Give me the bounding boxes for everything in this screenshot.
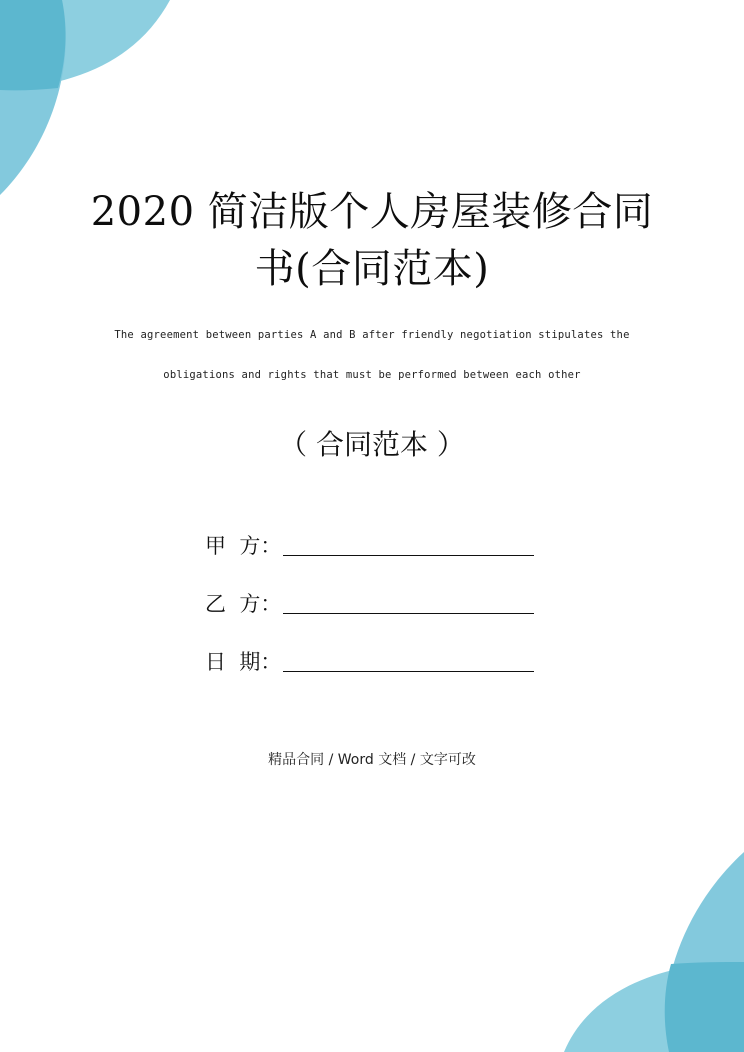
bottom-right-decoration [559, 852, 744, 1052]
party-a-blank-line[interactable] [283, 535, 534, 556]
english-subtitle-line-1: The agreement between parties A and B after friendly negotiation stipulates the [114, 329, 630, 341]
english-subtitle-line-2: obligations and rights that must be performed between each other [163, 369, 581, 381]
party-b-blank-line[interactable] [283, 593, 534, 614]
contract-template-label: （ 合同范本 ） [279, 428, 465, 461]
bottom-right-arc-large [564, 962, 744, 1052]
date-label: 日 期： [205, 650, 282, 674]
date-field [205, 649, 534, 675]
document-title-line-2: 书(合同范本) [254, 246, 490, 292]
top-left-arc-overlap [0, 0, 65, 90]
top-left-arc-side [0, 0, 66, 195]
bottom-right-arc-side [666, 852, 744, 1052]
bottom-right-arc-overlap [665, 962, 744, 1052]
top-left-decoration [0, 0, 175, 195]
top-left-arc-large [0, 0, 170, 90]
party-a-field [205, 533, 534, 559]
document-title-line-1: 2020 简洁版个人房屋装修合同 [90, 189, 654, 235]
party-a-label: 甲 方： [205, 534, 282, 558]
date-blank-line[interactable] [283, 651, 534, 672]
party-b-label: 乙 方： [205, 592, 282, 616]
footer-note: 精品合同 / Word 文档 / 文字可改 [268, 752, 476, 768]
party-b-field [205, 591, 534, 617]
